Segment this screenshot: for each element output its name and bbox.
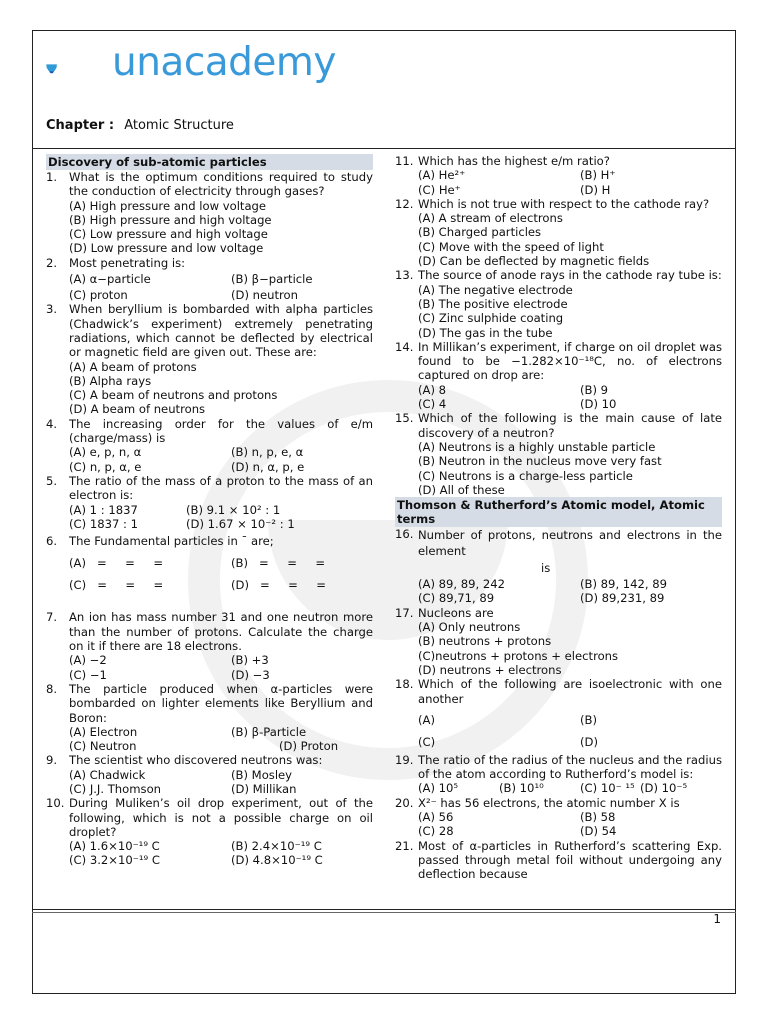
option: (B) n, p, e, α [231,445,304,460]
option: (C) Neutron [69,739,137,754]
option: (C) n, p, α, e [69,459,142,474]
option-row [46,552,373,574]
option: (B) +3 [231,653,269,668]
option: (A) A beam of protons [69,359,197,374]
option: (B) 89, 142, 89 [580,577,668,592]
question-text: Which is not true with respect to the cathode ray? [418,196,710,211]
option: (B) High pressure and high voltage [69,212,272,227]
option: (C)neutrons + protons + electrons [418,648,619,663]
option: (C) J.J. Thomson [69,781,162,796]
option: (A) −2 [69,653,107,668]
option: (B) 10¹⁰ [499,781,544,796]
option: (B) 9 [580,382,609,397]
option: (D) −3 [231,667,270,682]
option: (D) 10 [580,397,617,412]
option-row [395,397,722,411]
question-text: An ion has mass number 31 and one neutron more than the number of protons. Calculate the charge on it if there are 18 electrons. [69,610,373,654]
question-number: 20. [395,795,414,810]
option: (C) Low pressure and high voltage [69,227,268,242]
question-number: 19. [395,752,414,767]
option: (A) The negative electrode [418,282,573,297]
option: (C) proton [69,288,128,303]
question-text: When beryllium is bombarded with alpha particles (Chadwick’s experiment) extremely penetrating radiations, which cannot be deflected by electrical or magnetic field are given out. These are: [69,302,373,360]
question-17 [395,606,722,620]
question-text: In Millikan’s experiment, if charge on oil droplet was found to be −1.282×10⁻¹⁸C, no. of electrons captured on drop are: [418,339,722,383]
option: (A) 8 [418,382,447,397]
question-text: The Fundamental particles in ¯ are; [69,534,274,549]
question-number: 12. [395,196,414,211]
question-5 [46,474,373,503]
question-number: 6. [46,534,58,549]
question-20 [395,796,722,810]
question-number: 15. [395,411,414,426]
option: (B) Mosley [231,767,293,782]
question-text: What is the optimum conditions required to study the conduction of electricity through gases? [69,170,373,199]
option-row [46,503,373,517]
option: (A) 1 : 1837 [69,502,138,517]
option: (A) 56 [418,809,454,824]
question-number: 8. [46,681,58,696]
question-8 [46,682,373,725]
option: (D) H [580,182,611,197]
option-row [46,853,373,867]
unacademy-logo-icon [46,44,106,94]
question-text: X²⁻ has 56 electrons, the atomic number X is [418,795,680,810]
question-3 [46,302,373,359]
question-text: Which has the highest e/m ratio? [418,154,610,168]
option: (A) He²⁺ [418,168,466,183]
option: (C) −1 [69,667,107,682]
option-row [46,739,373,753]
option: (D) neutrons + electrons [418,662,562,677]
option-row [46,460,373,474]
option: (D) The gas in the tube [418,325,553,340]
question-number: 5. [46,473,58,488]
option: (A) 1.6×10⁻¹⁹ C [69,839,160,854]
chapter-heading [46,118,234,133]
question-19 [395,753,722,782]
question-15 [395,411,722,440]
section-heading: Thomson & Rutherford’s Atomic model, Atomic terms [395,497,722,527]
question-14 [395,340,722,383]
option-row [46,668,373,682]
option: (D) All of these [418,482,505,497]
option-row [395,577,722,591]
question-text-tail: is [541,561,551,576]
option: (A) Only neutrons [418,620,521,635]
option: (D) = = = [231,578,327,593]
question-text: The scientist who discovered neutrons was: [69,753,323,768]
question-number: 3. [46,302,58,317]
option: (D) Can be deflected by magnetic fields [418,254,650,269]
option: (C) 4 [418,397,447,412]
option: (C) 89,71, 89 [418,591,495,606]
option: (B) Neutron in the nucleus move very fast [418,454,662,469]
option: (A) [418,712,435,727]
option: (C) Move with the speed of light [418,239,604,254]
question-text: The increasing order for the values of e/m (charge/mass) is [69,416,373,446]
question-text: The source of anode rays in the cathode ray tube is: [418,268,722,283]
option: (C) Neutrons is a charge-less particle [418,468,633,483]
question-21 [395,839,722,882]
question-10 [46,796,373,839]
question-number: 1. [46,170,58,184]
question-text: Most penetrating is: [69,255,186,270]
option: (B) Charged particles [418,225,542,240]
question-number: 14. [395,339,414,354]
question-12 [395,197,722,211]
option: (C) 3.2×10⁻¹⁹ C [69,853,160,868]
option-row [46,782,373,796]
question-text: Nucleons are [418,605,494,620]
question-18 [395,677,722,706]
option-row [46,725,373,739]
question-number: 2. [46,255,58,270]
footer-divider [32,909,736,910]
question-4 [46,417,373,446]
option: (A) High pressure and low voltage [69,198,267,213]
option-row [395,781,722,795]
option: (A) 10⁵ [418,781,459,796]
option: (D) A beam of neutrons [69,402,206,417]
question-number: 9. [46,753,58,768]
header-divider [32,148,736,149]
option: (D) 89,231, 89 [580,591,665,606]
option: (C) [418,734,436,749]
option: (A) α−particle [69,272,151,287]
question-text: During Muliken’s oil drop experiment, out of the following, which is not a possible charge on oil droplet? [69,796,373,839]
question-7 [46,610,373,653]
option-row [46,517,373,531]
question-16 [395,527,722,559]
section-heading: Discovery of sub-atomic particles [46,154,373,170]
option-row [395,810,722,824]
option-row [395,709,722,731]
question-1 [46,170,373,199]
option: (A) = = = [69,556,164,571]
question-number: 13. [395,268,414,283]
question-number: 21. [395,838,414,853]
option-row [46,768,373,782]
question-number: 16. [395,527,414,542]
chapter-label: Chapter : [46,118,115,133]
question-9 [46,753,373,767]
question-6 [46,534,373,548]
option-row [395,168,722,182]
option: (D) Millikan [231,781,297,796]
option: (B) The positive electrode [418,296,568,311]
option: (D) 4.8×10⁻¹⁹ C [231,853,323,868]
option: (A) 89, 89, 242 [418,577,506,592]
right-column [395,154,722,881]
option-row [46,270,373,288]
option-row [46,653,373,667]
question-text: Which of the following is the main cause of late discovery of a neutron? [418,411,722,440]
option: (B) H⁺ [580,168,616,183]
question-text: Most of α-particles in Rutherford’s scattering Exp. passed through metal foil without undergoing any deflection because [418,838,722,882]
option: (C) 10⁻ ¹⁵ [580,781,635,796]
question-number: 17. [395,605,414,620]
option: (B) [580,712,598,727]
brand-name: unacademy [112,40,336,85]
option: (B) Alpha rays [69,373,152,388]
option: (A) Electron [69,724,138,739]
option: (C) = = = [69,578,164,593]
page-number: 1 [713,912,721,926]
option: (D) neutron [231,288,298,303]
option-row [395,824,722,838]
question-number: 11. [395,154,414,168]
option-row [395,383,722,397]
option-row [395,183,722,197]
option: (B) neutrons + protons [418,634,552,649]
option: (C) 28 [418,824,454,839]
left-column [46,154,373,868]
option: (C) 1837 : 1 [69,516,138,531]
question-number: 7. [46,610,58,625]
option: (B) β−particle [231,272,313,287]
option: (A) Neutrons is a highly unstable particle [418,439,656,454]
option: (B) β-Particle [231,724,307,739]
question-number: 4. [46,416,58,431]
option: (C) A beam of neutrons and protons [69,388,278,403]
option: (B) 2.4×10⁻¹⁹ C [231,839,322,854]
option: (D) Proton [279,739,339,754]
option: (B) 9.1 × 10² : 1 [186,502,281,517]
question-2 [46,256,373,270]
option-row [395,591,722,605]
question-text: The ratio of the radius of the nucleus and the radius of the atom according to Rutherford’s model is: [418,752,722,782]
option: (D) n, α, p, e [231,459,305,474]
option: (B) 58 [580,809,616,824]
question-text: Number of protons, neutrons and electrons in the element [418,528,722,559]
option-row [46,445,373,459]
option-row [46,288,373,302]
question-number: 18. [395,677,414,692]
question-text: The particle produced when α-particles were bombarded on lighter elements like Beryllium and Boron: [69,681,373,725]
option: (A) Chadwick [69,767,146,782]
option-row [46,574,373,596]
option: (D) [580,734,598,749]
option: (A) A stream of electrons [418,211,563,226]
option: (D) Low pressure and low voltage [69,241,264,256]
option: (D) 1.67 × 10⁻² : 1 [186,516,295,531]
option: (C) Zinc sulphide coating [418,311,564,326]
question-text: The ratio of the mass of a proton to the mass of an electron is: [69,473,373,503]
option-row [395,731,722,753]
question-number: 10. [46,796,65,811]
question-13 [395,268,722,282]
chapter-title: Atomic Structure [124,118,234,133]
option: (D) 54 [580,824,617,839]
option: (D) 10⁻⁵ [640,781,688,796]
option: (A) e, p, n, α [69,445,142,460]
option: (B) = = = [231,556,326,571]
question-text: Which of the following are isoelectronic with one another [418,677,722,706]
option-row [46,839,373,853]
option: (C) He⁺ [418,182,461,197]
footer-divider-thin [32,912,736,913]
question-11 [395,154,722,168]
